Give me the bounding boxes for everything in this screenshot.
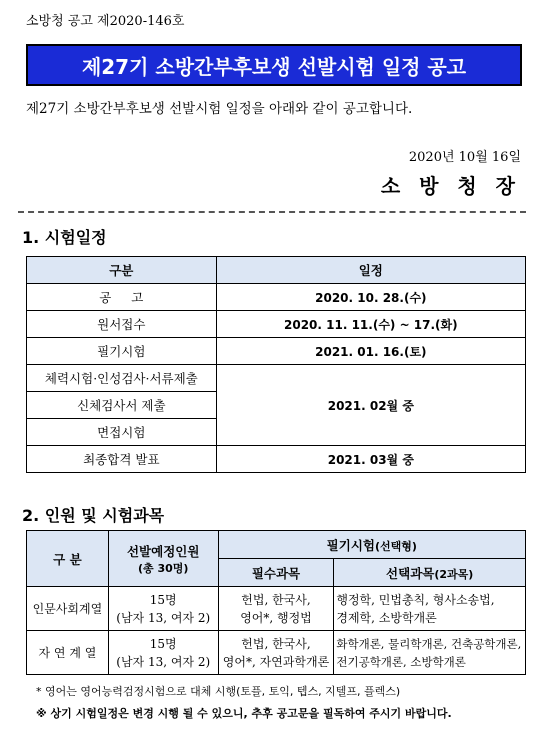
count-cell [108,631,218,675]
required-subjects-header: 필수과목 [218,559,334,587]
schedule-value: 2021. 01. 16.(토) [216,338,525,365]
count-total: 15명 [149,592,177,607]
table-row [27,365,526,392]
elective-count: (2과목) [434,567,474,581]
table-row [27,338,526,365]
count-total: 15명 [149,636,177,651]
table-row [27,446,526,473]
schedule-value: 2021. 02월 중 [216,365,525,446]
category-cell: 인문사회계열 [27,587,109,631]
column-header: 구분 [27,257,217,284]
table-row [27,631,526,675]
planned-header-label: 선발예정인원 [126,543,200,559]
column-header: 일정 [216,257,525,284]
schedule-value: 2020. 10. 28.(수) [216,284,525,311]
category-cell: 자 연 계 열 [27,631,109,675]
schedule-value: 2021. 03월 중 [216,446,525,473]
table-row [27,587,526,631]
schedule-change-notice: ※ 상기 시험일정은 변경 시행 될 수 있으니, 추후 공고문을 필독하여 주시기 바랍니다. [36,707,452,720]
required-subjects-cell [218,587,334,631]
planned-header-total: (총 30명) [137,561,189,575]
schedule-value: 2020. 11. 11.(수) ~ 17.(화) [216,311,525,338]
table-header-row [27,531,526,559]
subjects-table [26,530,526,675]
schedule-label: 최종합격 발표 [27,446,217,473]
written-exam-label: 필기시험 [326,537,375,553]
count-detail: (남자 13, 여자 2) [116,610,211,625]
schedule-label: 체력시험·인성검사·서류제출 [27,365,217,392]
section-heading-schedule: 1. 시험일정 [22,228,107,247]
page-title [26,44,522,86]
schedule-label: 면접시험 [27,419,217,446]
category-header: 구 분 [27,531,109,587]
notice-number: 소방청 공고 제2020-146호 [26,14,185,29]
written-exam-header [218,531,525,559]
elective-line: 전기공학개론, 소방학개론 [336,654,466,669]
elective-line: 화학개론, 물리학개론, 건축공학개론, [336,636,522,651]
page-title-text: 제27기 소방간부후보생 선발시험 일정 공고 [81,54,467,79]
agency-signature: 소 방 청 장 [380,174,521,198]
elective-subjects-cell [334,587,526,631]
required-line: 헌법, 한국사, [241,592,311,607]
elective-subjects-cell [334,631,526,675]
intro-text: 제27기 소방간부후보생 선발시험 일정을 아래와 같이 공고합니다. [26,101,413,117]
schedule-table [26,256,526,473]
english-footnote: * 영어는 영어능력검정시험으로 대체 시행(토플, 토익, 텝스, 지텔프, 플렉스) [36,685,401,698]
schedule-label: 원서접수 [27,311,217,338]
required-line: 영어*, 자연과학개론 [222,654,330,669]
notice-date: 2020년 10월 16일 [408,150,521,165]
required-line: 영어*, 행정법 [240,610,312,625]
required-line: 헌법, 한국사, [241,636,311,651]
required-subjects-cell [218,631,334,675]
schedule-label: 필기시험 [27,338,217,365]
elective-line: 행정학, 민법총칙, 형사소송법, [336,592,495,607]
elective-subjects-header [334,559,526,587]
table-header-row [27,257,526,284]
table-row [27,284,526,311]
table-row [27,311,526,338]
planned-header [108,531,218,587]
section-heading-subjects: 2. 인원 및 시험과목 [22,506,165,525]
count-cell [108,587,218,631]
divider [18,211,526,213]
schedule-label: 공 고 [27,284,217,311]
elective-line: 경제학, 소방학개론 [336,610,437,625]
count-detail: (남자 13, 여자 2) [116,654,211,669]
elective-label: 선택과목 [386,565,435,581]
written-exam-type: (선택형) [374,539,417,553]
schedule-label: 신체검사서 제출 [27,392,217,419]
